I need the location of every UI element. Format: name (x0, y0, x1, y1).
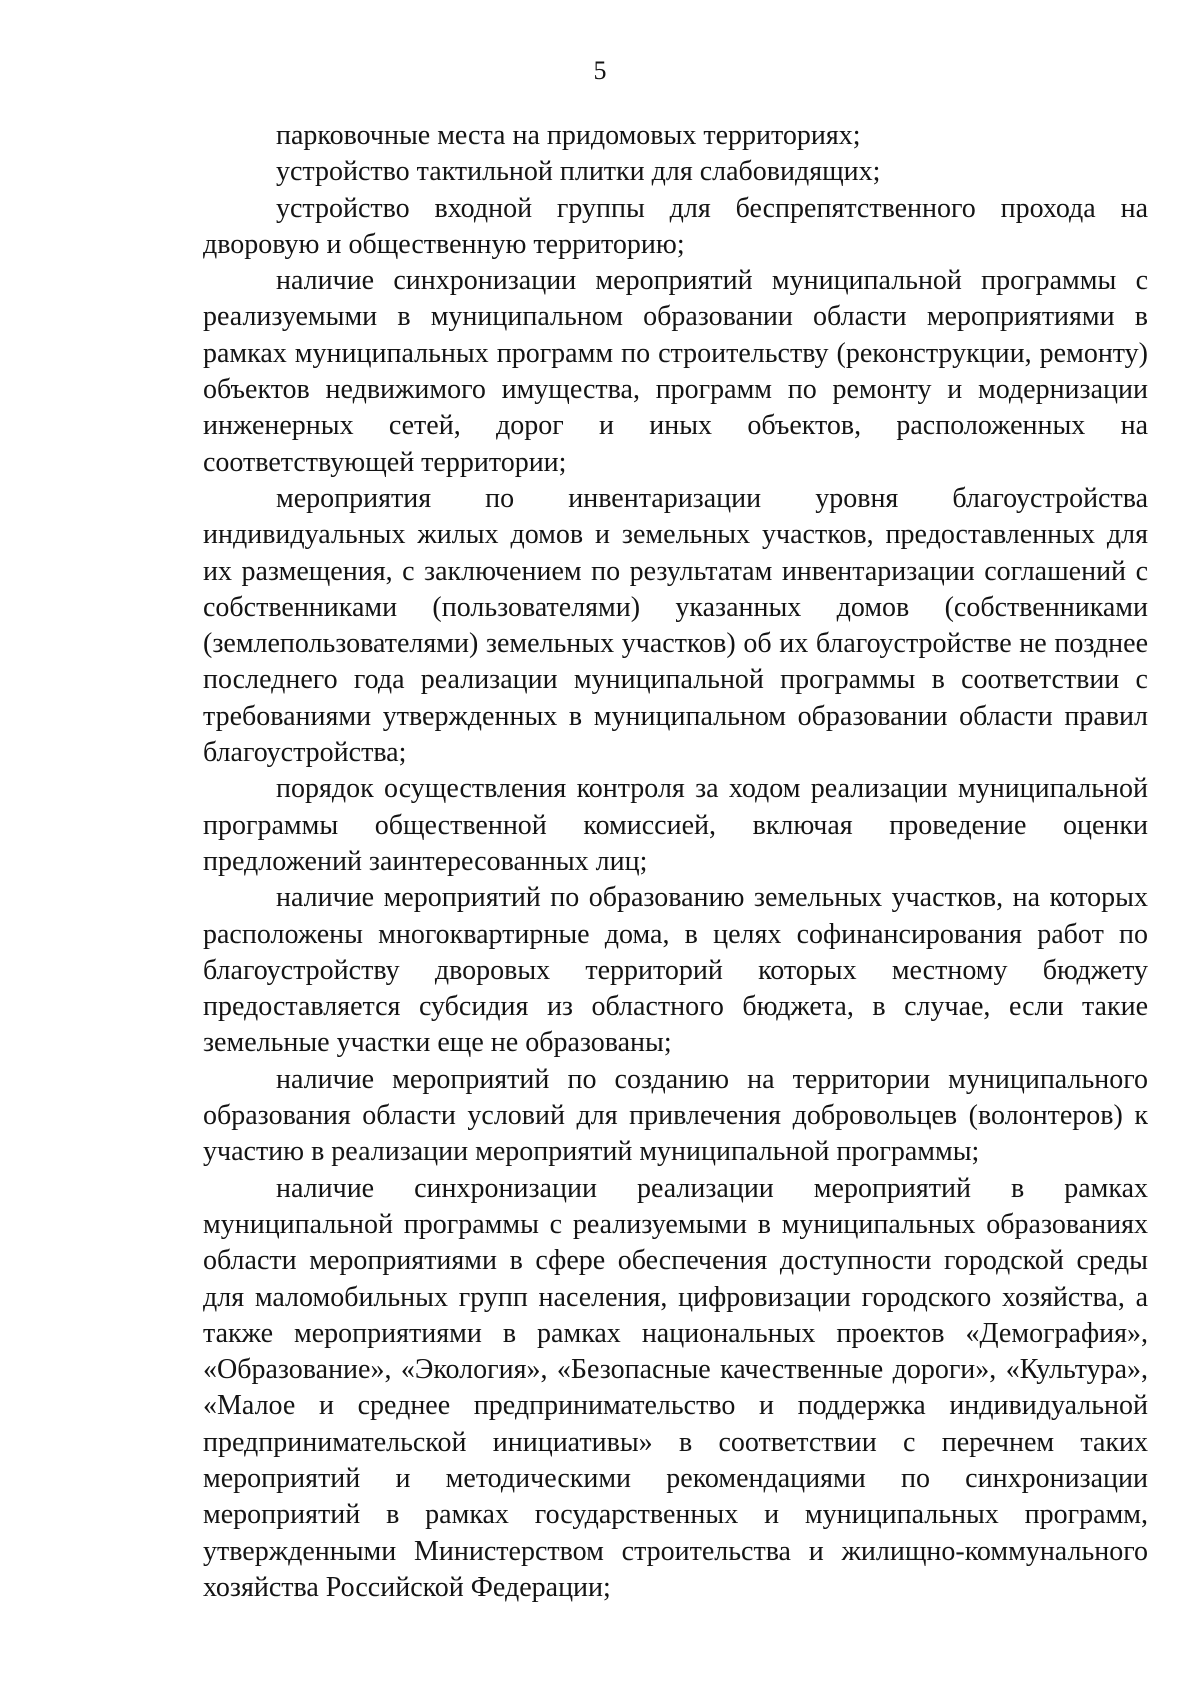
document-body (203, 118, 1148, 1606)
paragraph-control-procedure: порядок осуществления контроля за ходом реализации муниципальной программы общественной комиссией, включая проведение оценки предложений заинтересованных лиц; (203, 773, 1148, 877)
paragraph-land-plots: наличие мероприятий по образованию земельных участков, на которых расположены многоквартирные дома, в целях софинансирования работ по благоустройству дворовых территорий которых местному бюджету предоставляется субсидия из областного бюджета, в случае, если такие земельные участки еще не образованы; (203, 882, 1148, 1059)
paragraph-inventory: мероприятия по инвентаризации уровня благоустройства индивидуальных жилых домов и земельных участков, предоставленных для их размещения, с заключением по результатам инвентаризации соглашений с собственниками (пользователями) указанных домов (собственниками (землепользователями) земельных участков) об их благоустройстве не позднее последнего года реализации муниципальной программы в соответствии с требованиями утвержденных в муниципальном образовании области правил благоустройства; (203, 482, 1148, 769)
paragraph-synchronization-construction: наличие синхронизации мероприятий муниципальной программы с реализуемыми в муниципальном образовании области мероприятиями в рамках муниципальных программ по строительству (реконструкции, ремонту) объектов недвижимого имущества, программ по ремонту и модернизации инженерных сетей, дорог и иных объектов, расположенных на соответствующей территории; (203, 265, 1148, 478)
paragraph-tactile-tiles: устройство тактильной плитки для слабовидящих; (276, 156, 881, 188)
paragraph-volunteers: наличие мероприятий по созданию на территории муниципального образования области условий для привлечения добровольцев (волонтеров) к участию в реализации мероприятий муниципальной программы; (203, 1063, 1148, 1168)
page-number: 5 (593, 56, 607, 85)
paragraph-entrance-group: устройство входной группы для беспрепятственного прохода на дворовую и общественную территорию; (203, 192, 1148, 260)
paragraph-national-projects: наличие синхронизации реализации мероприятий в рамках муниципальной программы с реализуемыми в муниципальных образованиях области мероприятиями в сфере обеспечения доступности городской среды для маломобильных групп населения, цифровизации городского хозяйства, а также мероприятиями в рамках национальных проектов «Демография», «Образование», «Экология», «Безопасные качественные дороги», «Культура», «Малое и среднее предпринимательство и поддержка индивидуальной предпринимательской инициативы» в соответствии с перечнем таких мероприятий и методическими рекомендациями по синхронизации мероприятий в рамках государственных и муниципальных программ, утвержденными Министерством строительства и жилищно-коммунального хозяйства Российской Федерации; (203, 1172, 1148, 1603)
paragraph-parking: парковочные места на придомовых территориях; (276, 120, 861, 151)
